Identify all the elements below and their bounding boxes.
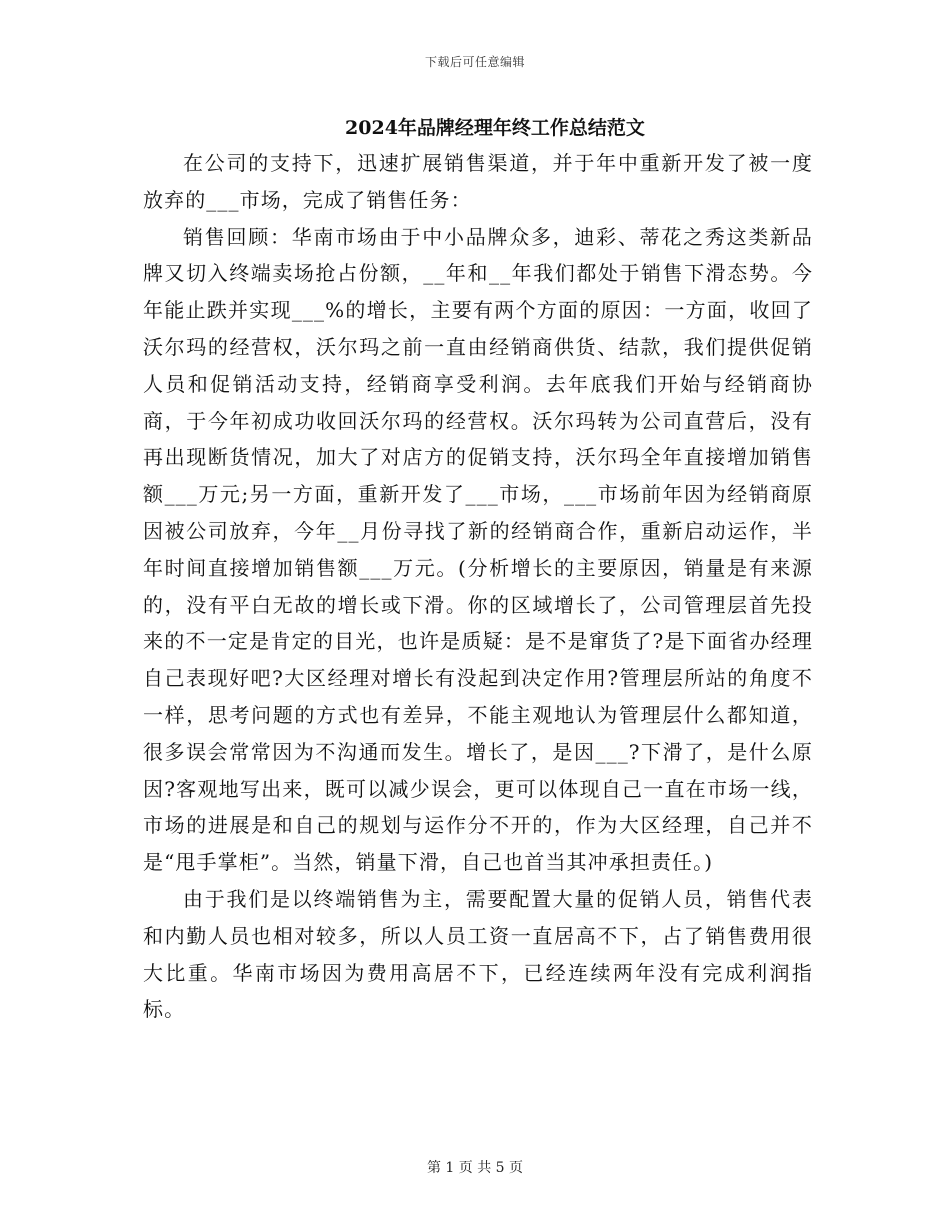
header-note: 下载后可任意编辑 [424, 55, 525, 69]
paragraph-cost: 由于我们是以终端销售为主，需要配置大量的促销人员，销售代表和内勤人员也相对较多，所以人员工资一直居高不下，占了销售费用很大比重。华南市场因为费用高居不下，已经连续两年没有完成利润指标。 [143, 886, 813, 1022]
paragraph-intro: 在公司的支持下，迅速扩展销售渠道，并于年中重新开发了被一度放弃的___市场，完成了销售任务： [143, 151, 813, 212]
document-title: 2024年品牌经理年终工作总结范文 [345, 117, 645, 139]
paragraph-sales-review: 销售回顾：华南市场由于中小品牌众多，迪彩、蒂花之秀这类新品牌又切入终端卖场抢占份额，__年和__年我们都处于销售下滑态势。今年能止跌并实现___%的增长，主要有两个方面的原因：一方面，收回了沃尔玛的经营权，沃尔玛之前一直由经销商供货、结款，我们提供促销人员和促销活动支持，经销商享受利润。去年底我们开始与经销商协商，于今年初成功收回沃尔玛的经营权。沃尔玛转为公司直营后，没有再出现断货情况，加大了对店方的促销支持，沃尔玛全年直接增加销售额___万元;另一方面，重新开发了___市场，___市场前年因为经销商原因被公司放弃，今年__月份寻找了新的经销商合作，重新启动运作，半年时间直接增加销售额___万元。(分析增长的主要原因，销量是有来源的，没有平白无故的增长或下滑。你的区域增长了，公司管理层首先投来的不一定是肯定的目光，也许是质疑：是不是窜货了?是下面省办经理自己表现好吧?大区经理对增长有没起到决定作用?管理层所站的角度不一样，思考问题的方式也有差异，不能主观地认为管理层什么都知道，很多误会常常因为不沟通而发生。增长了，是因___?下滑了，是什么原因?客观地写出来，既可以减少误会，更可以体现自己一直在市场一线，市场的进展是和自己的规划与运作分不开的，作为大区经理，自己并不是“甩手掌柜”。当然，销量下滑，自己也首当其冲承担责任。) [143, 224, 813, 875]
document-body [143, 145, 813, 1028]
page-indicator: 第 1 页 共 5 页 [426, 1160, 524, 1176]
